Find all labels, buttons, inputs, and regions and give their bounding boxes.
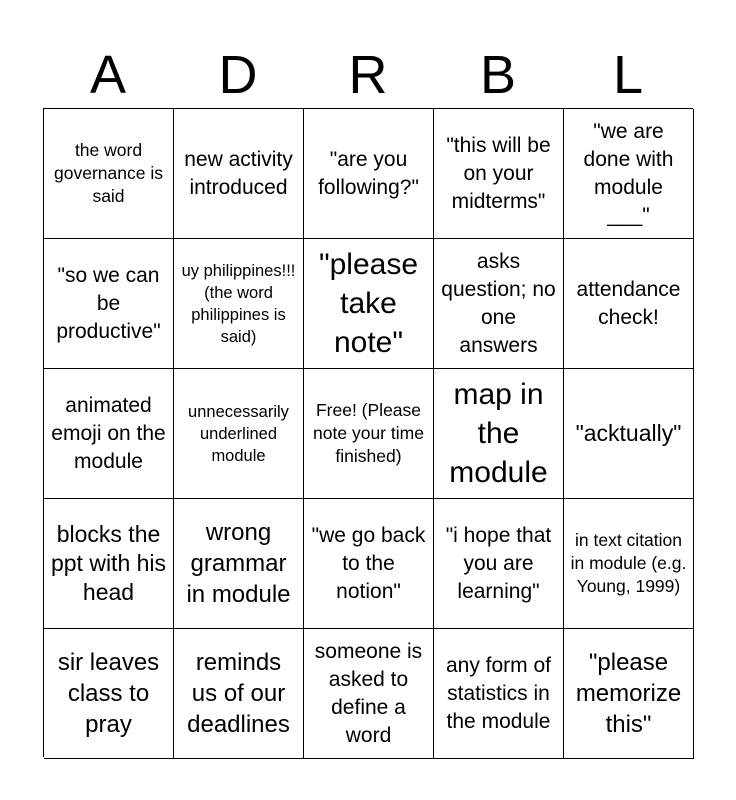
bingo-cell-r0-c0[interactable]	[44, 109, 174, 239]
bingo-cell-r2-c4[interactable]	[564, 369, 694, 499]
cell-text: attendance check!	[576, 277, 681, 329]
cell-text: Free! (Please note your time finished)	[313, 400, 424, 466]
cell-text: reminds us of our deadlines	[187, 649, 290, 738]
cell-text: asks question; no one answers	[441, 249, 556, 357]
header-letter-a: A	[89, 45, 127, 105]
cell-text: someone is asked to define a word	[314, 639, 423, 747]
cell-text: uy philippines!!! (the word philippines is said)	[181, 261, 296, 346]
bingo-cell-r4-c2[interactable]	[304, 629, 434, 759]
bingo-cell-r3-c2[interactable]	[304, 499, 434, 629]
bingo-cell-r0-c1[interactable]	[174, 109, 304, 239]
cell-text: "acktually"	[575, 420, 682, 446]
bingo-cell-r2-c1[interactable]	[174, 369, 304, 499]
bingo-board	[43, 108, 693, 757]
bingo-cell-r3-c3[interactable]	[434, 499, 564, 629]
bingo-cell-r4-c4[interactable]	[564, 629, 694, 759]
cell-text: sir leaves class to pray	[57, 649, 160, 738]
header-letter-d: D	[218, 45, 258, 105]
cell-text: "we are done with module ___"	[583, 119, 674, 227]
cell-text: any form of statistics in the module	[445, 653, 552, 733]
header-letter-r: R	[348, 45, 388, 105]
cell-text: "this will be on your midterms"	[446, 133, 551, 213]
cell-text: "please memorize this"	[575, 649, 682, 738]
cell-text: new activity introduced	[184, 147, 293, 199]
bingo-cell-r1-c2[interactable]	[304, 239, 434, 369]
cell-text: "are you following?"	[318, 147, 419, 199]
bingo-cell-r3-c0[interactable]	[44, 499, 174, 629]
bingo-cell-r0-c4[interactable]	[564, 109, 694, 239]
bingo-cell-r3-c4[interactable]	[564, 499, 694, 629]
bingo-cell-r2-c0[interactable]	[44, 369, 174, 499]
bingo-cell-r2-c3[interactable]	[434, 369, 564, 499]
cell-text: "i hope that you are learning"	[445, 523, 552, 603]
bingo-cell-r4-c3[interactable]	[434, 629, 564, 759]
cell-text: animated emoji on the module	[51, 393, 166, 473]
bingo-cell-r0-c2[interactable]	[304, 109, 434, 239]
bingo-cell-r1-c4[interactable]	[564, 239, 694, 369]
header-letter-b: B	[479, 45, 517, 105]
bingo-cell-r4-c1[interactable]	[174, 629, 304, 759]
cell-text: in text citation in module (e.g. Young, 1999)	[570, 530, 687, 596]
cell-text: wrong grammar in module	[186, 519, 291, 608]
cell-text: "we go back to the notion"	[311, 523, 426, 603]
cell-text: the word governance is said	[54, 140, 163, 206]
bingo-cell-r1-c0[interactable]	[44, 239, 174, 369]
cell-text: "so we can be productive"	[56, 263, 161, 343]
cell-text: blocks the ppt with his head	[50, 521, 167, 605]
cell-text: "please take note"	[318, 248, 419, 359]
bingo-cell-r1-c3[interactable]	[434, 239, 564, 369]
bingo-cell-r2-c2-free[interactable]	[304, 369, 434, 499]
header-letter-l: L	[612, 45, 644, 105]
cell-text: map in the module	[449, 378, 548, 489]
bingo-header	[43, 42, 693, 108]
bingo-cell-r0-c3[interactable]	[434, 109, 564, 239]
bingo-cell-r3-c1[interactable]	[174, 499, 304, 629]
bingo-cell-r4-c0[interactable]	[44, 629, 174, 759]
bingo-cell-r1-c1[interactable]	[174, 239, 304, 369]
cell-text: unnecessarily underlined module	[188, 402, 289, 465]
